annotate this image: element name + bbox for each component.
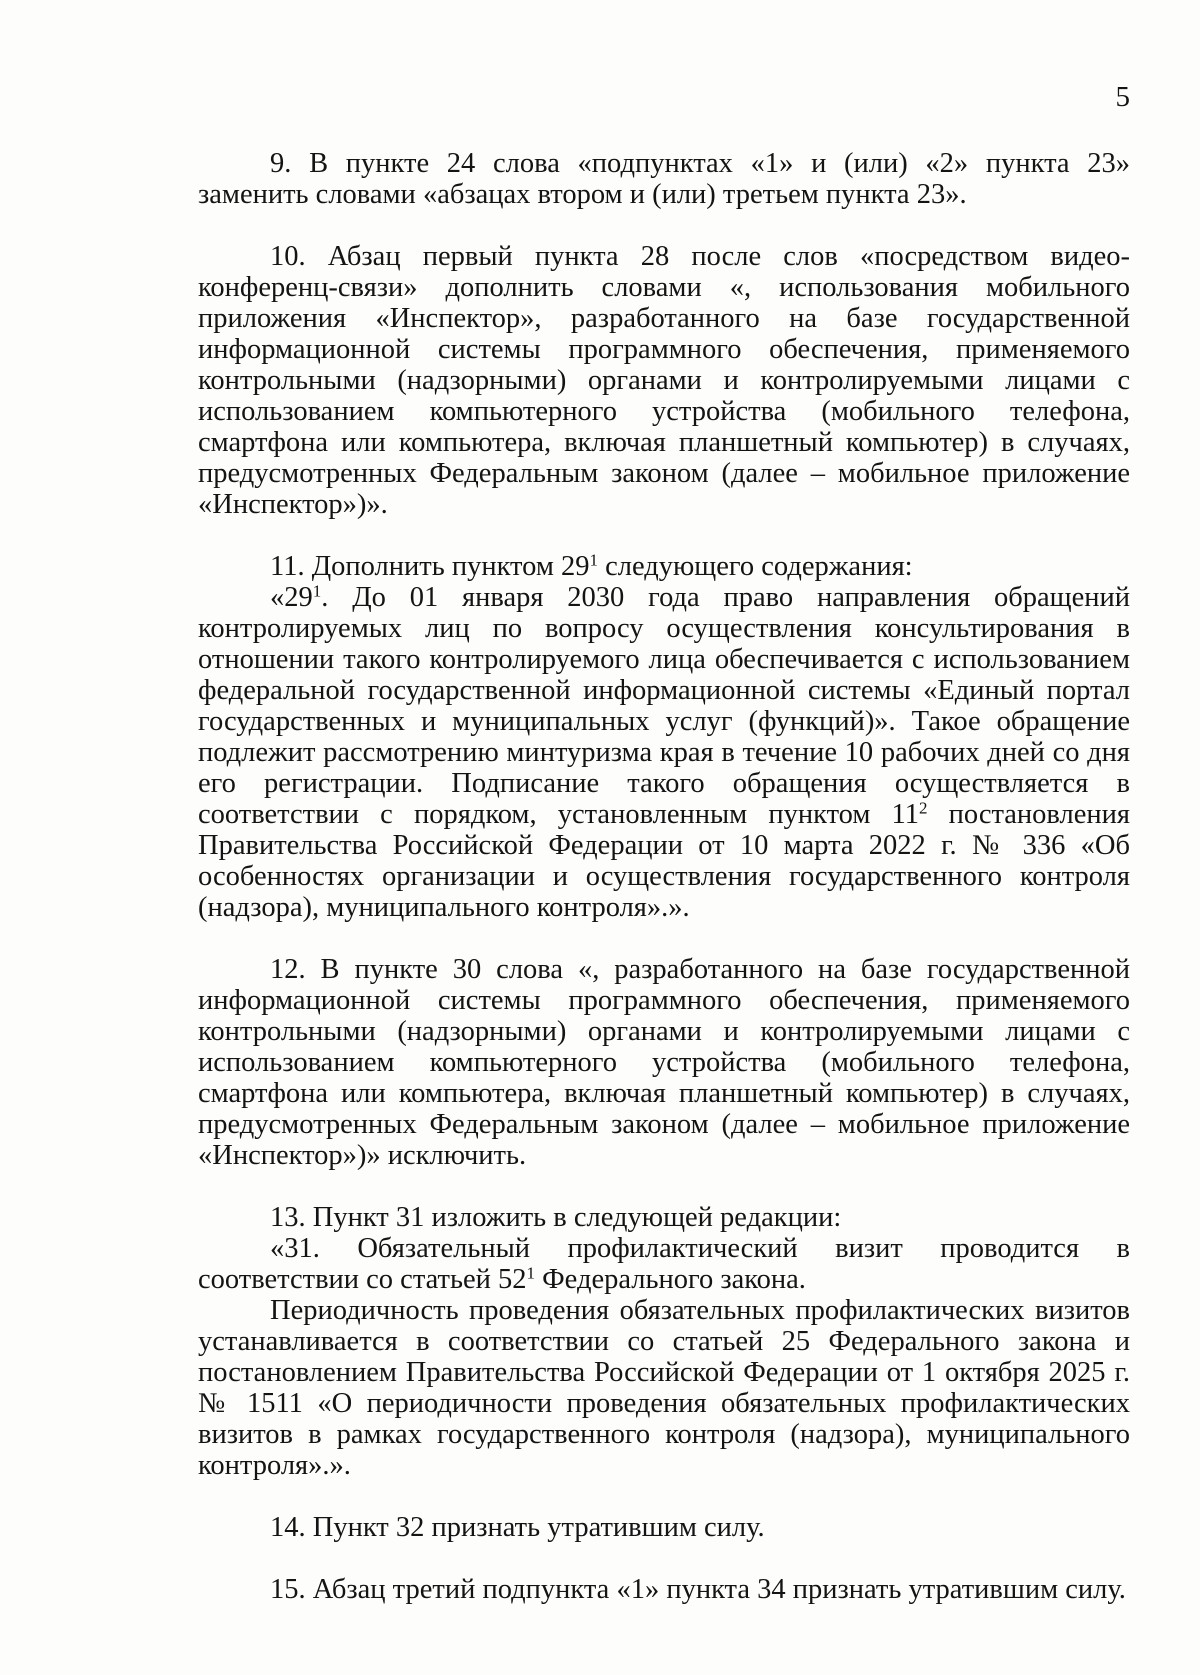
item-13-paragraph xyxy=(198,1202,1130,1233)
item-29-1-text: «29 xyxy=(270,582,313,613)
item-14-text: 14. Пункт 32 признать утратившим силу. xyxy=(270,1512,765,1543)
item-31-text-cont: Федерального закона. xyxy=(535,1264,806,1295)
item-11-paragraph xyxy=(198,551,1130,582)
item-29-1-superscript: 1 xyxy=(312,581,322,601)
item-31-periodicity-paragraph xyxy=(198,1295,1130,1481)
item-9-paragraph xyxy=(198,148,1130,210)
page-number: 5 xyxy=(1115,81,1130,113)
item-11-superscript: 1 xyxy=(589,550,598,570)
item-13-text: 13. Пункт 31 изложить в следующей редакции: xyxy=(270,1202,842,1233)
item-29-1-superscript-2: 2 xyxy=(918,798,928,818)
item-10-text: 10. Абзац первый пункта 28 после слов «посредством видео-конференц-связи» дополнить словами «, использования мобильного приложения «Инспектор», разработанного на базе государственной информационной системы программного обеспечения, применяемого контрольными (надзорными) органами и контролируемыми лицами с использованием компьютерного устройства (мобильного телефона, смартфона или компьютера, включая планшетный компьютер) в случаях, предусмотренных Федеральным законом (далее – мобильное приложение «Инспектор»)». xyxy=(198,241,1130,520)
item-11-text: 11. Дополнить пунктом 29 xyxy=(270,551,590,582)
item-9-text: 9. В пункте 24 слова «подпунктах «1» и (или) «2» пункта 23» заменить словами «абзацах втором и (или) третьем пункта 23». xyxy=(198,148,1130,210)
item-31-text: «31. Обязательный профилактический визит проводится в соответствии со статьей 52 xyxy=(198,1233,1130,1295)
item-31-paragraph xyxy=(198,1233,1130,1295)
item-15-paragraph xyxy=(198,1574,1130,1605)
item-10-paragraph xyxy=(198,241,1130,520)
item-12-text: 12. В пункте 30 слова «, разработанного на базе государственной информационной системы программного обеспечения, применяемого контрольными (надзорными) органами и контролируемыми лицами с использованием компьютерного устройства (мобильного телефона, смартфона или компьютера, включая планшетный компьютер) в случаях, предусмотренных Федеральным законом (далее – мобильное приложение «Инспектор»)» исключить. xyxy=(198,954,1130,1171)
item-31-superscript: 1 xyxy=(526,1263,536,1283)
item-29-1-text-end: постановления Правительства Российской Федерации от 10 марта 2022 г. № 336 «Об особенностях организации и осуществления государственного контроля (надзора), муниципального контроля».». xyxy=(198,799,1131,923)
item-15-text: 15. Абзац третий подпункта «1» пункта 34 признать утратившим силу. xyxy=(270,1574,1126,1605)
document-body xyxy=(198,148,1130,1605)
item-12-paragraph xyxy=(198,954,1130,1171)
item-31-periodicity-text: Периодичность проведения обязательных профилактических визитов устанавливается в соответствии со статьей 25 Федерального закона и постановлением Правительства Российской Федерации от 1 октября 2025 г. № 1511 «О периодичности проведения обязательных профилактических визитов в рамках государственного контроля (надзора), муниципального контроля».». xyxy=(198,1295,1130,1481)
item-29-1-paragraph xyxy=(198,582,1130,923)
item-11-text-cont: следующего содержания: xyxy=(597,551,913,582)
item-14-paragraph xyxy=(198,1512,1130,1543)
item-29-1-text-cont: . До 01 января 2030 года право направления обращений контролируемых лиц по вопросу осуществления консультирования в отношении такого контролируемого лица обеспечивается с использованием федеральной государственной информационной системы «Единый портал государственных и муниципальных услуг (функций)». Такое обращение подлежит рассмотрению минтуризма края в течение 10 рабочих дней со дня его регистрации. Подписание такого обращения осуществляется в соответствии с порядком, установленным пунктом 11 xyxy=(198,582,1130,830)
